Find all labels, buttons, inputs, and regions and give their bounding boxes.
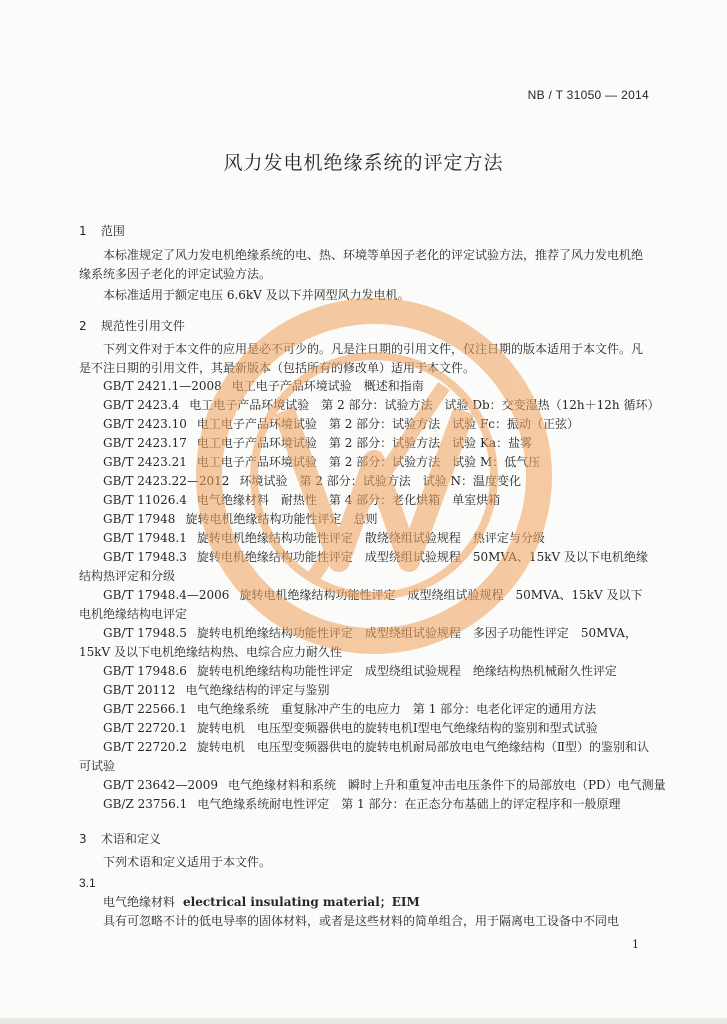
- page-bottom-edge: [0, 1018, 727, 1024]
- reference-title: 电工电子产品环境试验 概述和指南: [231, 379, 424, 393]
- reference-title: 旋转电机绝缘结构功能性评定 成型绕组试验规程 多因子功能性评定 50MVA，15kV 及以下电机绝缘结构热、电综合应力耐久性: [79, 626, 637, 659]
- reference-item: [79, 529, 651, 548]
- reference-code: GB/T 22566.1: [103, 702, 187, 716]
- reference-code: GB/T 2421.1—2008: [103, 379, 222, 393]
- reference-title: 电工电子产品环境试验 第 2 部分：试验方法 试验 Ka：盐雾: [196, 436, 533, 450]
- reference-title: 电工电子产品环境试验 第 2 部分：试验方法 试验 Fc：振动（正弦）: [196, 417, 580, 431]
- reference-title: 电气绝缘系统耐电性评定 第 1 部分：在正态分布基础上的评定程序和一般原理: [197, 797, 621, 811]
- term-chinese: 电气绝缘材料: [103, 895, 176, 909]
- reference-code: GB/T 2423.21: [103, 455, 187, 469]
- reference-code: GB/T 20112: [103, 683, 176, 697]
- reference-title: 电工电子产品环境试验 第 2 部分：试验方法 试验 M：低气压: [196, 455, 541, 469]
- reference-item: [79, 472, 651, 491]
- section-number: 3: [79, 832, 87, 846]
- reference-item: [79, 662, 651, 681]
- reference-item: [79, 776, 666, 795]
- reference-code: GB/T 17948.6: [103, 664, 187, 678]
- reference-code: GB/T 17948.4—2006: [103, 588, 230, 602]
- standard-number: NB / T 31050 — 2014: [527, 88, 649, 102]
- section-title: 范围: [100, 224, 125, 238]
- section-title: 术语和定义: [100, 832, 161, 846]
- reference-code: GB/T 17948.3: [103, 550, 187, 564]
- reference-item: [79, 586, 651, 624]
- reference-item: [79, 453, 651, 472]
- references-intro: 下列文件对于本文件的应用是必不可少的。凡是注日期的引用文件，仅注日期的版本适用于本文件。凡是不注日期的引用文件，其最新版本（包括所有的修改单）适用于本文件。: [79, 342, 644, 375]
- section-2-heading: [79, 317, 185, 334]
- reference-title: 电气绝缘结构的评定与鉴别: [185, 683, 330, 697]
- term-english: electrical insulating material；EIM: [183, 895, 420, 909]
- reference-item: [79, 700, 651, 719]
- section-number: 1: [79, 224, 87, 238]
- reference-item: [79, 510, 651, 529]
- reference-title: 旋转电机绝缘结构功能性评定 成型绕组试验规程 绝缘结构热机械耐久性评定: [196, 664, 617, 678]
- reference-item: [79, 396, 660, 415]
- reference-code: GB/T 22720.1: [103, 721, 187, 735]
- reference-title: 旋转电机绝缘结构功能性评定 成型绕组试验规程 50MVA、15kV 及以下电机绝缘结构电评定: [79, 588, 643, 621]
- page-number: 1: [632, 938, 639, 951]
- scope-paragraph-2: 本标准适用于额定电压 6.6kV 及以下并网型风力发电机。: [103, 288, 410, 302]
- reference-item: [79, 377, 651, 396]
- scope-paragraph-1: 本标准规定了风力发电机绝缘系统的电、热、环境等单因子老化的评定试验方法，推荐了风力发电机绝缘系统多因子老化的评定试验方法。: [79, 248, 644, 281]
- reference-list: [79, 377, 666, 814]
- section-title: 规范性引用文件: [100, 319, 185, 333]
- section-3-heading: [79, 830, 161, 847]
- reference-title: 旋转电机绝缘结构功能性评定 成型绕组试验规程 50MVA、15kV 及以下电机绝缘结构热评定和分级: [79, 550, 648, 583]
- document-title: 风力发电机绝缘系统的评定方法: [223, 152, 504, 174]
- reference-title: 电气绝缘系统 重复脉冲产生的电应力 第 1 部分：电老化评定的通用方法: [196, 702, 597, 716]
- reference-title: 旋转电机绝缘结构功能性评定 总则: [185, 512, 378, 526]
- reference-title: 旋转电机 电压型变频器供电的旋转电机Ⅰ型电气绝缘结构的鉴别和型式试验: [196, 721, 598, 735]
- reference-title: 旋转电机绝缘结构功能性评定 散绕绕组试验规程 热评定与分级: [196, 531, 545, 545]
- reference-item: [79, 491, 651, 510]
- reference-item: [79, 624, 651, 662]
- reference-code: GB/T 2423.17: [103, 436, 187, 450]
- section-number: 2: [79, 319, 87, 333]
- section-1-heading: [79, 222, 125, 239]
- reference-code: GB/Z 23756.1: [103, 797, 188, 811]
- terms-intro: 下列术语和定义适用于本文件。: [103, 855, 272, 869]
- reference-code: GB/T 2423.10: [103, 417, 187, 431]
- reference-item: [79, 548, 651, 586]
- reference-item: [79, 795, 651, 814]
- reference-code: GB/T 23642—2009: [103, 778, 218, 792]
- reference-item: [79, 434, 651, 453]
- reference-item: [79, 681, 651, 700]
- reference-code: GB/T 2423.22—2012: [103, 474, 230, 488]
- term-number: 3.1: [79, 876, 96, 890]
- reference-title: 旋转电机 电压型变频器供电的旋转电机耐局部放电电气绝缘结构（Ⅱ型）的鉴别和认可试验: [79, 740, 650, 773]
- term-heading: [103, 893, 420, 910]
- reference-code: GB/T 2423.4: [103, 398, 180, 412]
- reference-item: [79, 738, 651, 776]
- reference-title: 环境试验 第 2 部分：试验方法 试验 N：温度变化: [239, 474, 522, 488]
- reference-title: 电工电子产品环境试验 第 2 部分：试验方法 试验 Db：交变湿热（12h＋12h 循环）: [189, 398, 660, 412]
- reference-title: 电气绝缘材料 耐热性 第 4 部分：老化烘箱 单室烘箱: [196, 493, 501, 507]
- reference-code: GB/T 17948.5: [103, 626, 187, 640]
- reference-code: GB/T 17948.1: [103, 531, 187, 545]
- reference-code: GB/T 11026.4: [103, 493, 187, 507]
- reference-code: GB/T 22720.2: [103, 740, 187, 754]
- reference-title: 电气绝缘材料和系统 瞬时上升和重复冲击电压条件下的局部放电（PD）电气测量: [227, 778, 666, 792]
- term-definition: 具有可忽略不计的低电导率的固体材料，或者是这些材料的简单组合，用于隔离电工设备中不同电: [103, 914, 620, 928]
- reference-item: [79, 415, 651, 434]
- reference-item: [79, 719, 651, 738]
- reference-code: GB/T 17948: [103, 512, 176, 526]
